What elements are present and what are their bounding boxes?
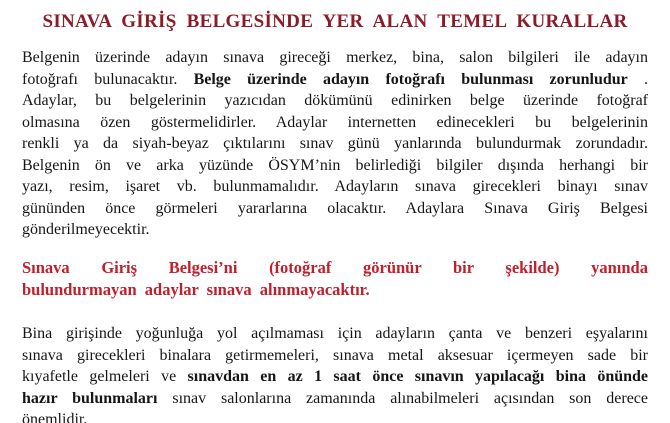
text-line [22,257,648,279]
text-segment: gününden önce görmeleri yararlarına olacaktır. Adaylara Sınava Giriş Belgesi [22,199,648,217]
bold-text-segment: Belge üzerinde adayın fotoğrafı bulunması zorunludur [193,70,628,88]
text-segment: yazı, resim, işaret vb. bulunmamalıdır. Adayların sınava girecekleri binayı sınav [22,178,648,195]
text-segment: kıyafetle gelmeleri ve [22,368,188,385]
text-segment: . [644,70,649,88]
text-line [22,219,648,241]
text-segment: Adaylar, bu belgelerinin yazıcıdan dökümünü edinirken belge üzerinde fotoğraf [22,92,648,109]
text-line [22,112,648,134]
text-segment: renkli ya da siyah-beyaz çıktılarını sınav günü yanlarında bulundurmak zorundadır. [22,135,648,152]
text-segment: Bina girişinde yoğunluğa yol açılmaması için adayların çanta ve benzeri eşyalarını [22,325,648,342]
text-segment: sınava girecekleri binalara getirmemeleri, sınava metal aksesuar içermeyen sade bir [22,346,648,364]
document-title: SINAVA GİRİŞ BELGESİNDE YER ALAN TEMEL KURALLAR [42,11,628,32]
text-segment: Belgenin ön ve arka yüzünde ÖSYM’nin belirlediği bilgiler dışında herhangi bir [22,156,648,174]
text-line [22,409,648,423]
text-segment: sınav salonlarına zamanında alınabilmeleri açısından son derece [172,389,648,407]
bold-text-segment: sınavdan en az 1 saat önce sınavın yapılacağı bina önünde [187,368,649,385]
text-line [22,323,648,345]
bold-text-segment: hazır bulunmaları [22,389,173,407]
text-line [22,69,648,91]
text-segment: olmasına özen göstermelidirler. Adaylar internetten edinecekleri bu belgelerinin [22,113,648,131]
bold-text-segment: Sınava Giriş Belgesi’ni (fotoğraf görünür bir şekilde) yanında [22,258,648,277]
text-segment: önemlidir. [22,411,88,423]
paragraph-belge-bilgileri [22,47,648,241]
text-segment: fotoğrafı bulunacaktır. [22,70,194,88]
text-line [22,366,648,388]
text-line [22,176,648,198]
paragraph-bina-girisi [22,323,648,423]
bold-text-segment: bulundurmayan adaylar sınava alınmayacaktır. [22,279,370,299]
text-line [22,133,648,155]
text-segment: gönderilmeyecektir. [22,221,150,238]
text-line [22,47,648,69]
text-line [22,198,648,220]
text-segment: Belgenin üzerinde adayın sınava gireceği merkez, bina, salon bilgileri ile adayın [22,49,648,66]
text-line [22,279,648,301]
text-line [22,90,648,112]
text-line [22,155,648,177]
text-line [22,345,648,367]
paragraph-uyari-kirmizi [22,257,648,300]
text-line [22,388,648,410]
